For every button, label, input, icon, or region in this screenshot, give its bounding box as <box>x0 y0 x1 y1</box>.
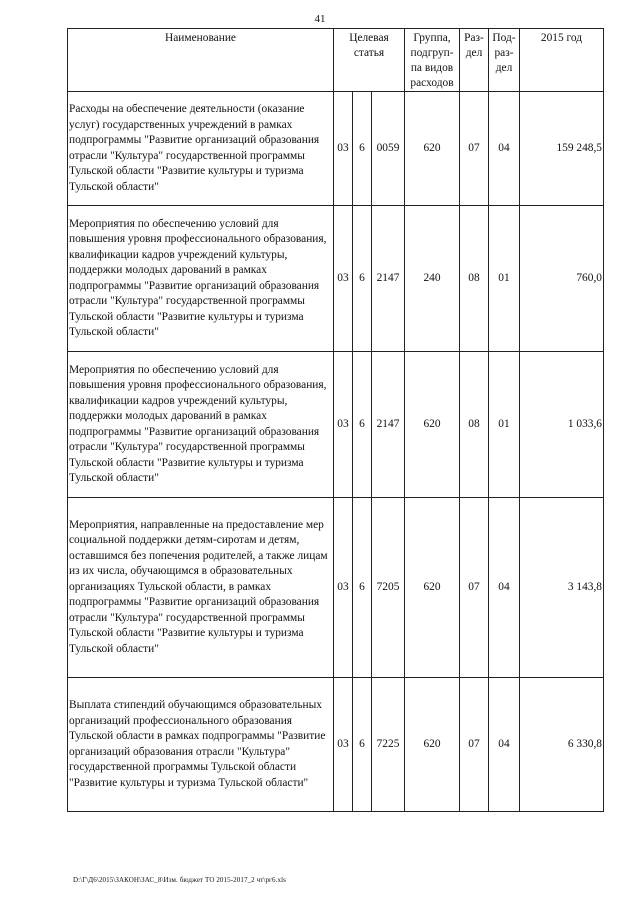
header-subsection: Под-раз-дел <box>489 29 520 92</box>
row-section: 07 <box>460 678 489 812</box>
row-subsection: 04 <box>489 678 520 812</box>
row-target-program: 03 <box>334 678 353 812</box>
row-amount: 159 248,5 <box>520 92 604 206</box>
row-section: 07 <box>460 92 489 206</box>
row-name: Мероприятия, направленные на предоставление мер социальной поддержки детям-сиротам и детям, оставшимся без попечения родителей, а также лицам из их числа, обучающимся в образовательных организациях Тульской области, в рамках подпрограммы "Развитие организаций образования отрасли "Культура" государственной программы Тульской области "Развитие культуры и туризма Тульской области" <box>68 498 334 678</box>
row-target-direction: 7205 <box>372 498 405 678</box>
row-expense-group: 620 <box>405 498 460 678</box>
row-name: Мероприятия по обеспечению условий для повышения уровня профессионального образования, квалификации кадров учреждений культуры, поддержки молодых дарований в рамках подпрограммы "Развитие организаций образования отрасли "Культура" государственной программы Тульской области "Развитие культуры и туризма Тульской области" <box>68 206 334 352</box>
footer-file-path: D:\Г\Д6\2015\ЗАКОН\ЗАС_8\Изм. бюджет ТО 2015-2017_2 чт\рг6.xls <box>73 876 286 884</box>
row-target-program: 03 <box>334 498 353 678</box>
row-target-subprogram: 6 <box>353 498 372 678</box>
header-section: Раз-дел <box>460 29 489 92</box>
row-subsection: 04 <box>489 92 520 206</box>
header-expense-group: Группа, подгруп-па видов расходов <box>405 29 460 92</box>
table-row <box>68 352 604 498</box>
row-target-direction: 7225 <box>372 678 405 812</box>
table-row <box>68 92 604 206</box>
row-target-program: 03 <box>334 92 353 206</box>
row-expense-group: 620 <box>405 678 460 812</box>
table-row <box>68 678 604 812</box>
header-name: Наименование <box>68 29 334 92</box>
row-amount: 6 330,8 <box>520 678 604 812</box>
row-target-subprogram: 6 <box>353 352 372 498</box>
row-target-subprogram: 6 <box>353 206 372 352</box>
row-target-subprogram: 6 <box>353 92 372 206</box>
table-row <box>68 498 604 678</box>
row-subsection: 04 <box>489 498 520 678</box>
row-target-direction: 2147 <box>372 352 405 498</box>
row-expense-group: 620 <box>405 92 460 206</box>
row-amount: 1 033,6 <box>520 352 604 498</box>
budget-table <box>67 28 604 812</box>
row-name: Расходы на обеспечение деятельности (оказание услуг) государственных учреждений в рамках подпрограммы "Развитие организаций образования отрасли "Культура" государственной программы Тульской области "Развитие культуры и туризма Тульской области" <box>68 92 334 206</box>
page-number: 41 <box>314 13 326 25</box>
header-target-article: Целевая статья <box>334 29 405 92</box>
header-year-2015: 2015 год <box>520 29 604 92</box>
row-section: 07 <box>460 498 489 678</box>
row-expense-group: 620 <box>405 352 460 498</box>
row-subsection: 01 <box>489 352 520 498</box>
row-target-subprogram: 6 <box>353 678 372 812</box>
row-subsection: 01 <box>489 206 520 352</box>
row-amount: 3 143,8 <box>520 498 604 678</box>
row-section: 08 <box>460 352 489 498</box>
row-name: Мероприятия по обеспечению условий для повышения уровня профессионального образования, квалификации кадров учреждений культуры, поддержки молодых дарований в рамках подпрограммы "Развитие организаций образования отрасли "Культура" государственной программы Тульской области "Развитие культуры и туризма Тульской области" <box>68 352 334 498</box>
row-section: 08 <box>460 206 489 352</box>
row-target-direction: 2147 <box>372 206 405 352</box>
row-target-direction: 0059 <box>372 92 405 206</box>
row-amount: 760,0 <box>520 206 604 352</box>
row-expense-group: 240 <box>405 206 460 352</box>
table-header-row <box>68 29 604 92</box>
table-row <box>68 206 604 352</box>
row-target-program: 03 <box>334 206 353 352</box>
row-target-program: 03 <box>334 352 353 498</box>
row-name: Выплата стипендий обучающимся образовательных организаций профессионального образования Тульской области в рамках подпрограммы "Развитие организаций образования отрасли "Культура" государственной программы Тульской области "Развитие культуры и туризма Тульской области" <box>68 678 334 812</box>
